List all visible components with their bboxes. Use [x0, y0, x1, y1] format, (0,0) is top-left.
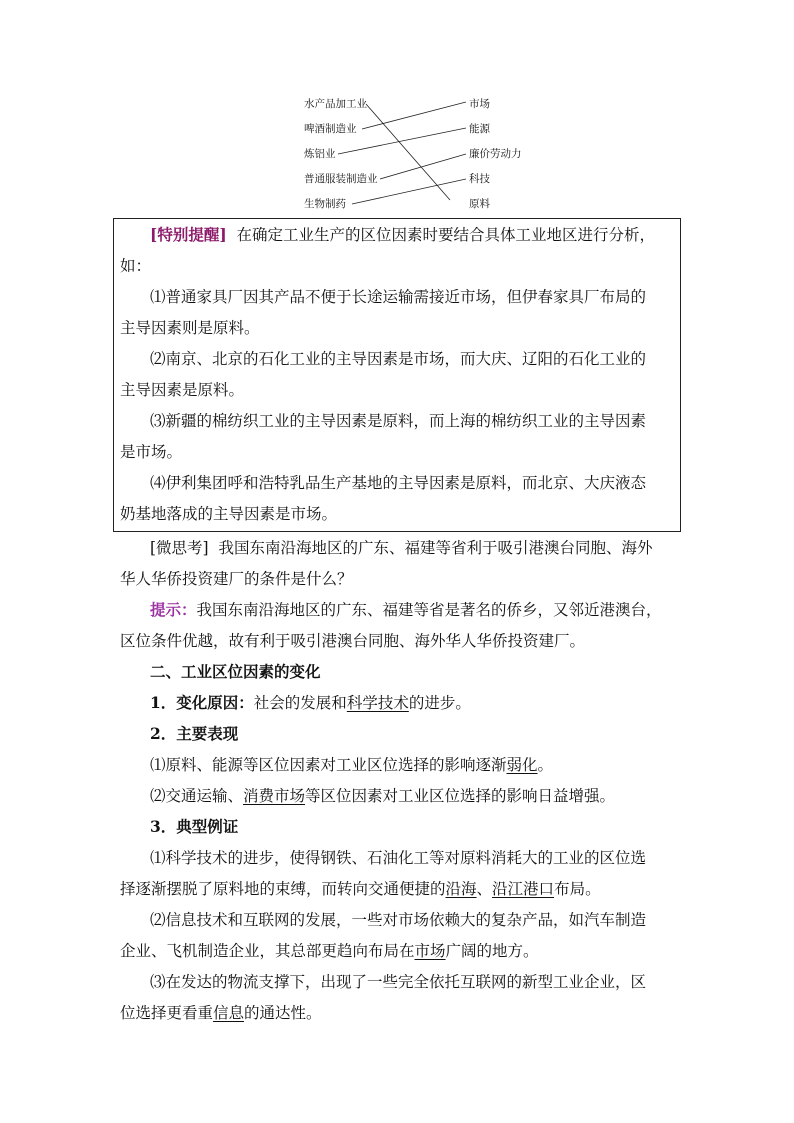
e2-text-c: 广阔的地方。 [445, 942, 539, 960]
e2-text-a: 企业、飞机制造企业，其总部更趋向布局在 [120, 942, 415, 960]
think-question-text: 我国东南沿海地区的广东、福建等省利于吸引港澳台同胞、海外 [218, 539, 653, 557]
think-answer-line2: 区位条件优越，故有利于吸引港澳台同胞、海外华人华侨投资建厂。 [120, 632, 586, 650]
e1-answer-port: 沿江港口 [492, 880, 555, 898]
think-tag: [微思考] [150, 539, 209, 557]
e3-answer-info: 信息 [213, 1004, 245, 1022]
s1-text-c: 的进步。 [408, 694, 471, 712]
tip-point1-line1: ⑴普通家具厂因其产品不便于长途运输需接近市场，但伊春家具厂布局的 [150, 288, 647, 306]
right-item-tech: 科技 [469, 173, 490, 185]
example2-line1: ⑵信息技术和互联网的发展，一些对市场依赖大的复杂产品，如汽车制造 [150, 911, 647, 929]
example1-line2 [120, 879, 601, 899]
s1-text-a: 社会的发展和 [253, 694, 347, 712]
tip-point4-line1: ⑷伊利集团呼和浩特乳品生产基地的主导因素是原料，而北京、大庆液态 [150, 474, 647, 492]
s2-point1 [150, 755, 553, 775]
think-question-line2: 华人华侨投资建厂的条件是什么？ [120, 570, 353, 588]
s2-p2-text-a: ⑵交通运输、 [150, 787, 244, 805]
left-item-beer: 啤酒制造业 [304, 123, 357, 135]
match-line-aluminum-energy [338, 128, 466, 154]
right-item-labor: 廉价劳动力 [469, 148, 522, 160]
section2-heading: 二、工业区位因素的变化 [150, 662, 321, 681]
s2-p1-text-a: ⑴原料、能源等区位因素对工业区位选择的影响逐渐 [150, 756, 507, 774]
s2-p1-answer: 弱化 [506, 756, 538, 774]
think-answer-text: 我国东南沿海地区的广东、福建等省是著名的侨乡，又邻近港澳台， [196, 601, 662, 619]
tip-point3-line2: 是市场。 [120, 443, 183, 461]
s2-p2-answer: 消费市场 [243, 787, 306, 805]
tip-intro-line2: 如： [120, 257, 152, 275]
s1-label: 1．变化原因： [150, 693, 254, 712]
right-item-energy: 能源 [469, 123, 490, 135]
tip-point1-line2: 主导因素则是原料。 [120, 319, 260, 337]
e1-text-a: 择逐渐摆脱了原料地的束缚，而转向交通便捷的 [120, 880, 446, 898]
right-item-market: 市场 [469, 98, 490, 110]
matching-diagram [290, 90, 550, 215]
s2-p1-text-c: 。 [537, 756, 554, 774]
e3-text-c: 的通达性。 [244, 1004, 322, 1022]
match-line-beer-market [362, 102, 466, 129]
tip-point2-line1: ⑵南京、北京的石化工业的主导因素是市场，而大庆、辽阳的石化工业的 [150, 350, 647, 368]
example1-line1: ⑴科学技术的进步，使得钢铁、石油化工等对原料消耗大的工业的区位选 [150, 849, 647, 867]
s2-p2-text-c: 等区位因素对工业区位选择的影响日益增强。 [305, 787, 616, 805]
s2-point2 [150, 786, 615, 806]
left-item-clothing: 普通服装制造业 [304, 173, 378, 185]
hint-label: 提示： [150, 600, 197, 619]
s1-line [150, 693, 471, 713]
think-answer-line1 [150, 600, 662, 620]
tip-point2-line2: 主导因素是原料。 [120, 381, 245, 399]
e2-answer-market: 市场 [414, 942, 446, 960]
left-item-pharma: 生物制药 [304, 198, 346, 210]
tip-point4-line2: 奶基地落成的主导因素是市场。 [120, 505, 338, 523]
tip-intro-line1 [150, 225, 655, 245]
tip-point3-line1: ⑶新疆的棉纺织工业的主导因素是原料，而上海的棉纺织工业的主导因素 [150, 412, 647, 430]
example2-line2 [120, 941, 539, 961]
left-item-seafood: 水产品加工业 [304, 98, 367, 110]
e1-answer-coast: 沿海 [445, 880, 477, 898]
s1-answer-tech: 科学技术 [346, 694, 409, 712]
left-item-aluminum: 炼铝业 [304, 148, 336, 160]
e1-text-c: 、 [476, 880, 493, 898]
e3-text-a: 位选择更看重 [120, 1004, 214, 1022]
e1-text-e: 布局。 [554, 880, 601, 898]
s2-label: 2．主要表现 [150, 724, 239, 743]
think-question-line1 [150, 538, 652, 558]
example3-line2 [120, 1003, 322, 1023]
s3-label: 3．典型例证 [150, 817, 239, 836]
match-line-clothing-labor [380, 154, 466, 179]
example3-line1: ⑶在发达的物流支撑下，出现了一些完全依托互联网的新型工业企业，区 [150, 973, 647, 991]
right-item-raw: 原料 [469, 198, 490, 210]
tip-intro-text: 在确定工业生产的区位因素时要结合具体工业地区进行分析， [236, 226, 656, 244]
tip-tag: [特别提醒] [150, 225, 227, 244]
